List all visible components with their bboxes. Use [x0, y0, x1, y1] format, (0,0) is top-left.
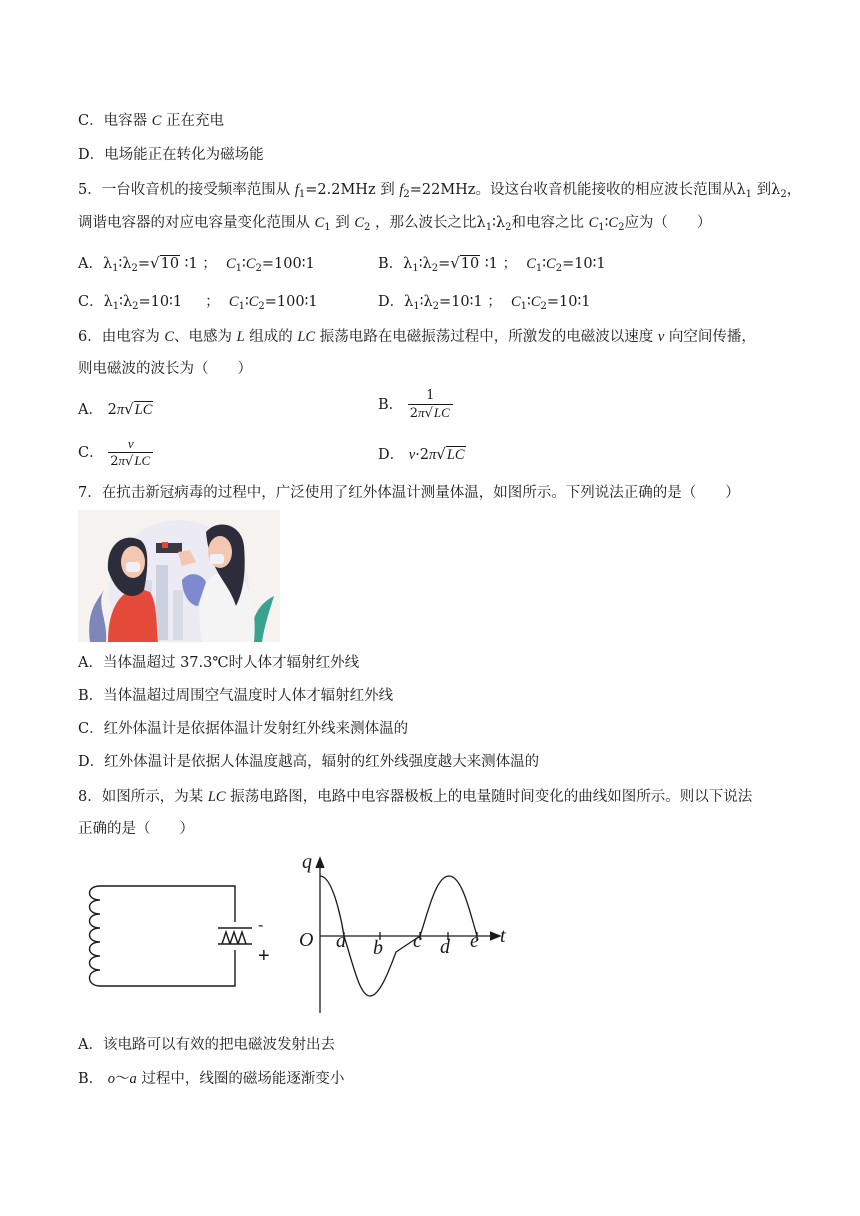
q7-option-d: D．红外体温计是依据人体温度越高，辐射的红外线强度越大来测体温的 — [78, 754, 540, 770]
lc-circuit — [90, 886, 253, 986]
thermometer-illustration — [78, 510, 280, 642]
q7-option-c: C．红外体温计是依据体温计发射红外线来测体温的 — [78, 721, 409, 737]
option-c-previous: C．电容器 C 正在充电 — [78, 113, 224, 129]
q8-option-b: B． o～a 过程中，线圈的磁场能逐渐变小 — [78, 1071, 345, 1087]
option-d-previous: D．电场能正在转化为磁场能 — [78, 147, 264, 163]
question-8-line-1: 8．如图所示，为某 LC 振荡电路图，电路中电容器极板上的电量随时间变化的曲线如图所示。则以下说法 — [78, 789, 753, 805]
q5-option-c: C．$\lambda_1∶\lambda_2=10∶1$ ； $C_1∶C_2=100∶1$ — [78, 294, 318, 312]
q6-option-a: A． 2π√LC — [78, 400, 153, 418]
point-c-label: c — [413, 930, 422, 952]
q5-option-a: A．$\lambda_1∶\lambda_2=√10$ ∶1 ； $C_1∶C_2=100∶1$ — [78, 254, 315, 274]
question-5-line-1: 5．一台收音机的接受频率范围从 $f_1=2.2MHz$ 到 $f_2=22MHz$。设这台收音机能接收的相应波长范围从$\lambda_1$ 到$\lambda_2$， — [78, 182, 802, 200]
question-5-line-2: 调谐电容器的对应电容量变化范围从 $C_1$ 到 $C_2$ ，那么波长之比$\lambda_1∶\lambda_2$和电容之比 $C_1∶C_2$应为（ ） — [78, 215, 712, 233]
q6-option-b: B． $\frac{1}{2\pi√LC}$ — [378, 388, 453, 422]
q7-option-a: A．当体温超过 37.3℃时人体才辐射红外线 — [78, 655, 360, 671]
q8-option-a: A．该电路可以有效的把电磁波发射出去 — [78, 1037, 335, 1053]
capacitor-minus-sign: - — [258, 917, 264, 934]
origin-label: O — [299, 929, 314, 951]
question-8-line-2: 正确的是（ ） — [78, 821, 194, 837]
t-axis-label: t — [500, 925, 506, 947]
point-b-label: b — [373, 937, 383, 959]
q5-option-b: B．$\lambda_1∶\lambda_2=√10$ ∶1 ； $C_1∶C_2=10∶1$ — [378, 254, 606, 274]
question-7: 7．在抗击新冠病毒的过程中，广泛使用了红外体温计测量体温，如图所示。下列说法正确的是（ ） — [78, 485, 740, 501]
q-axis-label: q — [302, 851, 312, 873]
capacitor-plus-sign: + — [258, 945, 270, 967]
point-d-label: d — [440, 936, 450, 958]
question-6-line-1: 6．由电容为 C、电感为 L 组成的 LC 振荡电路在电磁振荡过程中，所激发的电磁波以速度 v 向空间传播， — [78, 329, 756, 345]
q5-option-d: D．$\lambda_1∶\lambda_2=10∶1$ ； $C_1∶C_2=10∶1$ — [378, 294, 591, 312]
question-6-line-2: 则电磁波的波长为（ ） — [78, 361, 252, 377]
point-e-label: e — [470, 930, 479, 952]
point-a-label: a — [336, 930, 346, 952]
q7-option-b: B．当体温超过周围空气温度时人体才辐射红外线 — [78, 688, 394, 704]
lc-circuit-and-graph — [80, 848, 520, 1018]
q6-option-c: C． $\frac{v}{2\pi√LC}$ — [78, 436, 153, 470]
q6-option-d: D． v·2π√LC — [378, 445, 465, 463]
